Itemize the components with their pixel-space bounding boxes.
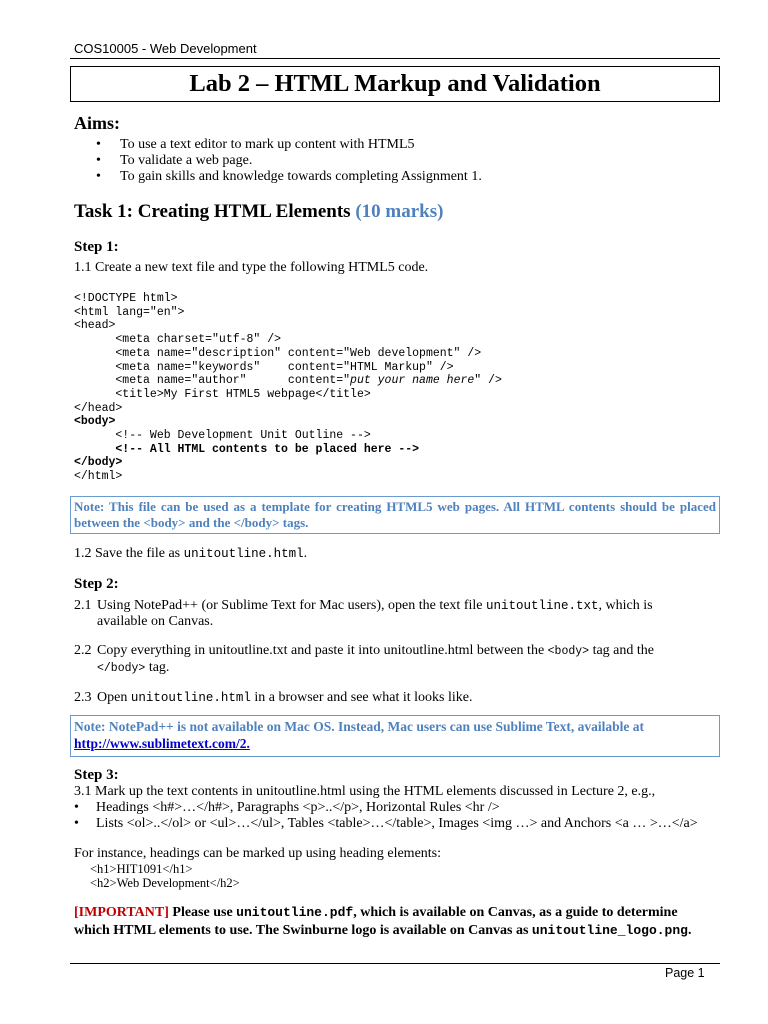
example-h1: <h1>HIT1091</h1> [90, 862, 193, 876]
step1-instruction: 1.1 Create a new text file and type the following HTML5 code. [74, 260, 429, 275]
header-divider [70, 58, 720, 59]
step3-instruction: 3.1 Mark up the text contents in unitoutline.html using the HTML elements discussed in Lecture 2, e.g., [74, 784, 656, 799]
task1-title: Task 1: Creating HTML Elements [74, 201, 351, 222]
step3-bullet: • Headings <h#>…</h#>, Paragraphs <p>..</p>, Horizontal Rules <hr /> [74, 800, 500, 815]
save-file-instruction: 1.2 Save the file as unitoutline.html. [74, 546, 308, 561]
aims-list [96, 137, 482, 185]
footer-divider [70, 963, 720, 964]
page-title: Lab 2 – HTML Markup and Validation [70, 66, 720, 102]
aims-item: • To use a text editor to mark up content with HTML5 [96, 137, 482, 153]
sublime-link[interactable]: http://www.sublimetext.com/2. [74, 736, 250, 751]
template-note: Note: This file can be used as a template for creating HTML5 web pages. All HTML contents should be placed between the <body> and the </body> tags. [70, 496, 720, 534]
important-note: [IMPORTANT] Please use unitoutline.pdf, which is available on Canvas, as a guide to determine which HTML elements to use. The Swinburne logo is available on Canvas as unitoutline_logo.png. [74, 905, 692, 938]
aims-item: • To validate a web page. [96, 153, 482, 169]
step1-heading: Step 1: [74, 239, 119, 255]
aims-heading: Aims: [74, 113, 120, 133]
step3-bullet: • Lists <ol>..</ol> or <ul>…</ul>, Tables <table>…</table>, Images <img …> and Anchors <a … >…</a> [74, 816, 698, 831]
step2-heading: Step 2: [74, 576, 119, 592]
page-number: Page 1 [665, 966, 705, 980]
task1-marks: (10 marks) [355, 201, 444, 222]
example-h2: <h2>Web Development</h2> [90, 876, 240, 890]
step2-item-2-1: 2.1 Using NotePad++ (or Sublime Text for Mac users), open the text file unitoutline.txt, which is available on Canvas. [74, 598, 653, 629]
task1-heading [74, 201, 443, 223]
html-code-block: <!DOCTYPE html> <html lang="en"> <head> <meta charset="utf-8" /> <meta name="description" content="Web development" /> <meta name="keywords" content="HTML Markup" /> <meta name="author" content="put your name here" /> <title>My First HTML5 webpage</title> </head> <body> <!-- Web Development Unit Outline --> <!-- All HTML contents to be placed here --> </body> </html> [74, 292, 502, 484]
document-header: COS10005 - Web Development [74, 41, 257, 56]
step3-heading: Step 3: [74, 767, 119, 783]
step2-item-2-2: 2.2 Copy everything in unitoutline.txt and paste it into unitoutline.html between the <body> tag and the </body> tag. [74, 643, 654, 675]
step2-item-2-3: 2.3 Open unitoutline.html in a browser and see what it looks like. [74, 690, 473, 705]
headings-example-intro: For instance, headings can be marked up using heading elements: [74, 846, 442, 861]
mac-note: Note: NotePad++ is not available on Mac OS. Instead, Mac users can use Sublime Text, available at http://www.sublimetext.com/2. [70, 715, 720, 757]
aims-item: • To gain skills and knowledge towards completing Assignment 1. [96, 169, 482, 185]
